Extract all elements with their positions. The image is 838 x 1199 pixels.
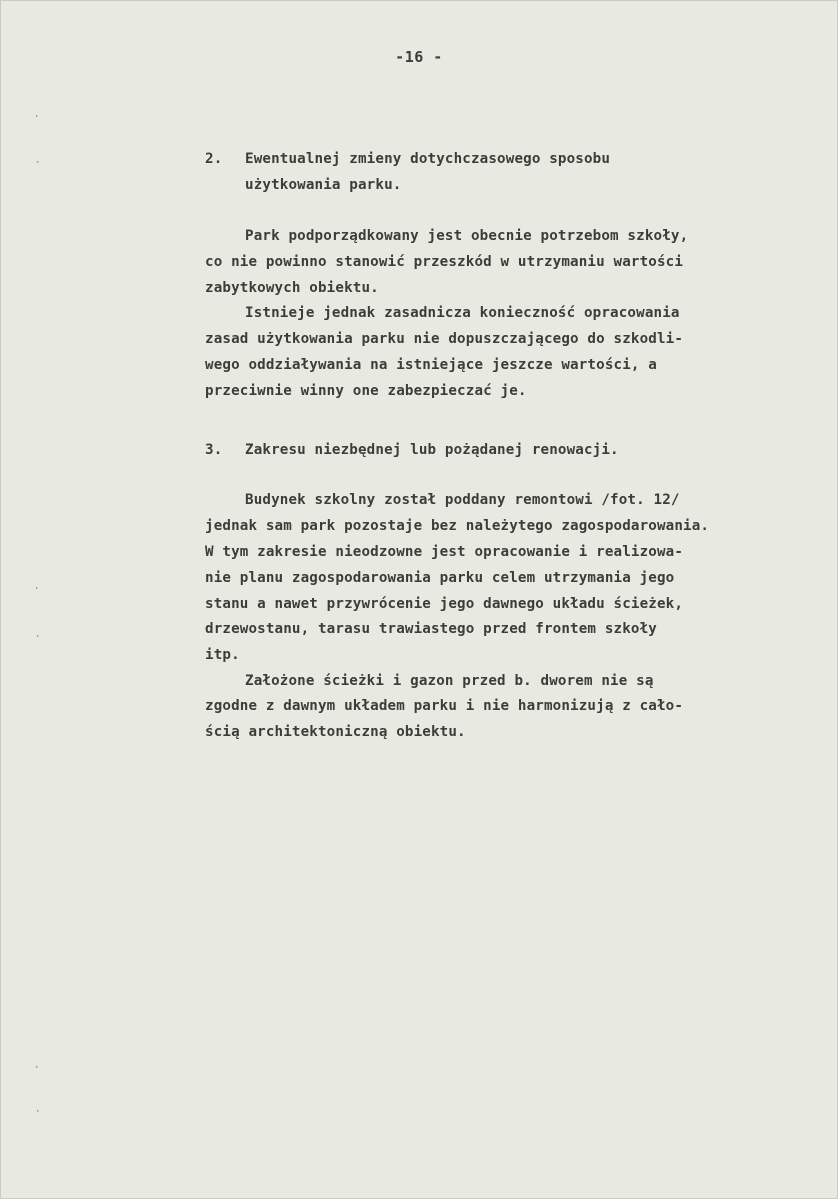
section-2-para-1-line: Park podporządkowany jest obecnie potrzebom szkoły, (245, 228, 689, 244)
section-2-para-2-line: Istnieje jednak zasadnicza konieczność opracowania (245, 305, 680, 321)
page-number: -16 - (395, 48, 443, 66)
section-3-para-1-line: Budynek szkolny został poddany remontowi /fot. 12/ (245, 492, 680, 508)
margin-mark: · (35, 158, 41, 168)
section-3-para-1-line: stanu a nawet przywrócenie jego dawnego układu ścieżek, (205, 596, 684, 612)
section-3-heading: Zakresu niezbędnej lub pożądanej renowacji. (245, 442, 619, 458)
section-3-para-1-line: jednak sam park pozostaje bez należytego zagospodarowania. (205, 518, 710, 534)
section-3-number: 3. (205, 442, 223, 458)
section-2-heading-line-2: użytkowania parku. (245, 177, 402, 193)
section-3-para-2-line: Założone ścieżki i gazon przed b. dworem nie są (245, 673, 654, 689)
section-3-para-1-line: itp. (205, 647, 240, 663)
section-3-para-1-line: drzewostanu, tarasu trawiastego przed frontem szkoły (205, 621, 657, 637)
section-2-number: 2. (205, 151, 223, 167)
section-2-para-2-line: przeciwnie winny one zabezpieczać je. (205, 383, 527, 399)
margin-mark: · (35, 1107, 41, 1117)
margin-mark: · (35, 632, 41, 642)
section-2-para-2-line: wego oddziaływania na istniejące jeszcze wartości, a (205, 357, 657, 373)
section-3-para-2-line: ścią architektoniczną obiektu. (205, 724, 466, 740)
margin-mark: · (34, 584, 40, 594)
section-2-heading-line-1: Ewentualnej zmieny dotychczasowego sposobu (245, 151, 611, 167)
section-2-para-1-line: co nie powinno stanowić przeszkód w utrzymaniu wartości (205, 254, 684, 270)
section-3-para-1-line: W tym zakresie nieodzowne jest opracowanie i realizowa- (205, 544, 684, 560)
margin-mark: · (34, 1063, 40, 1073)
section-3-para-2-line: zgodne z dawnym układem parku i nie harmonizują z cało- (205, 698, 684, 714)
section-2-para-1-line: zabytkowych obiektu. (205, 280, 379, 296)
section-2-para-2-line: zasad użytkowania parku nie dopuszczającego do szkodli- (205, 331, 684, 347)
section-3-para-1-line: nie planu zagospodarowania parku celem utrzymania jego (205, 570, 675, 586)
margin-mark: · (34, 112, 40, 122)
